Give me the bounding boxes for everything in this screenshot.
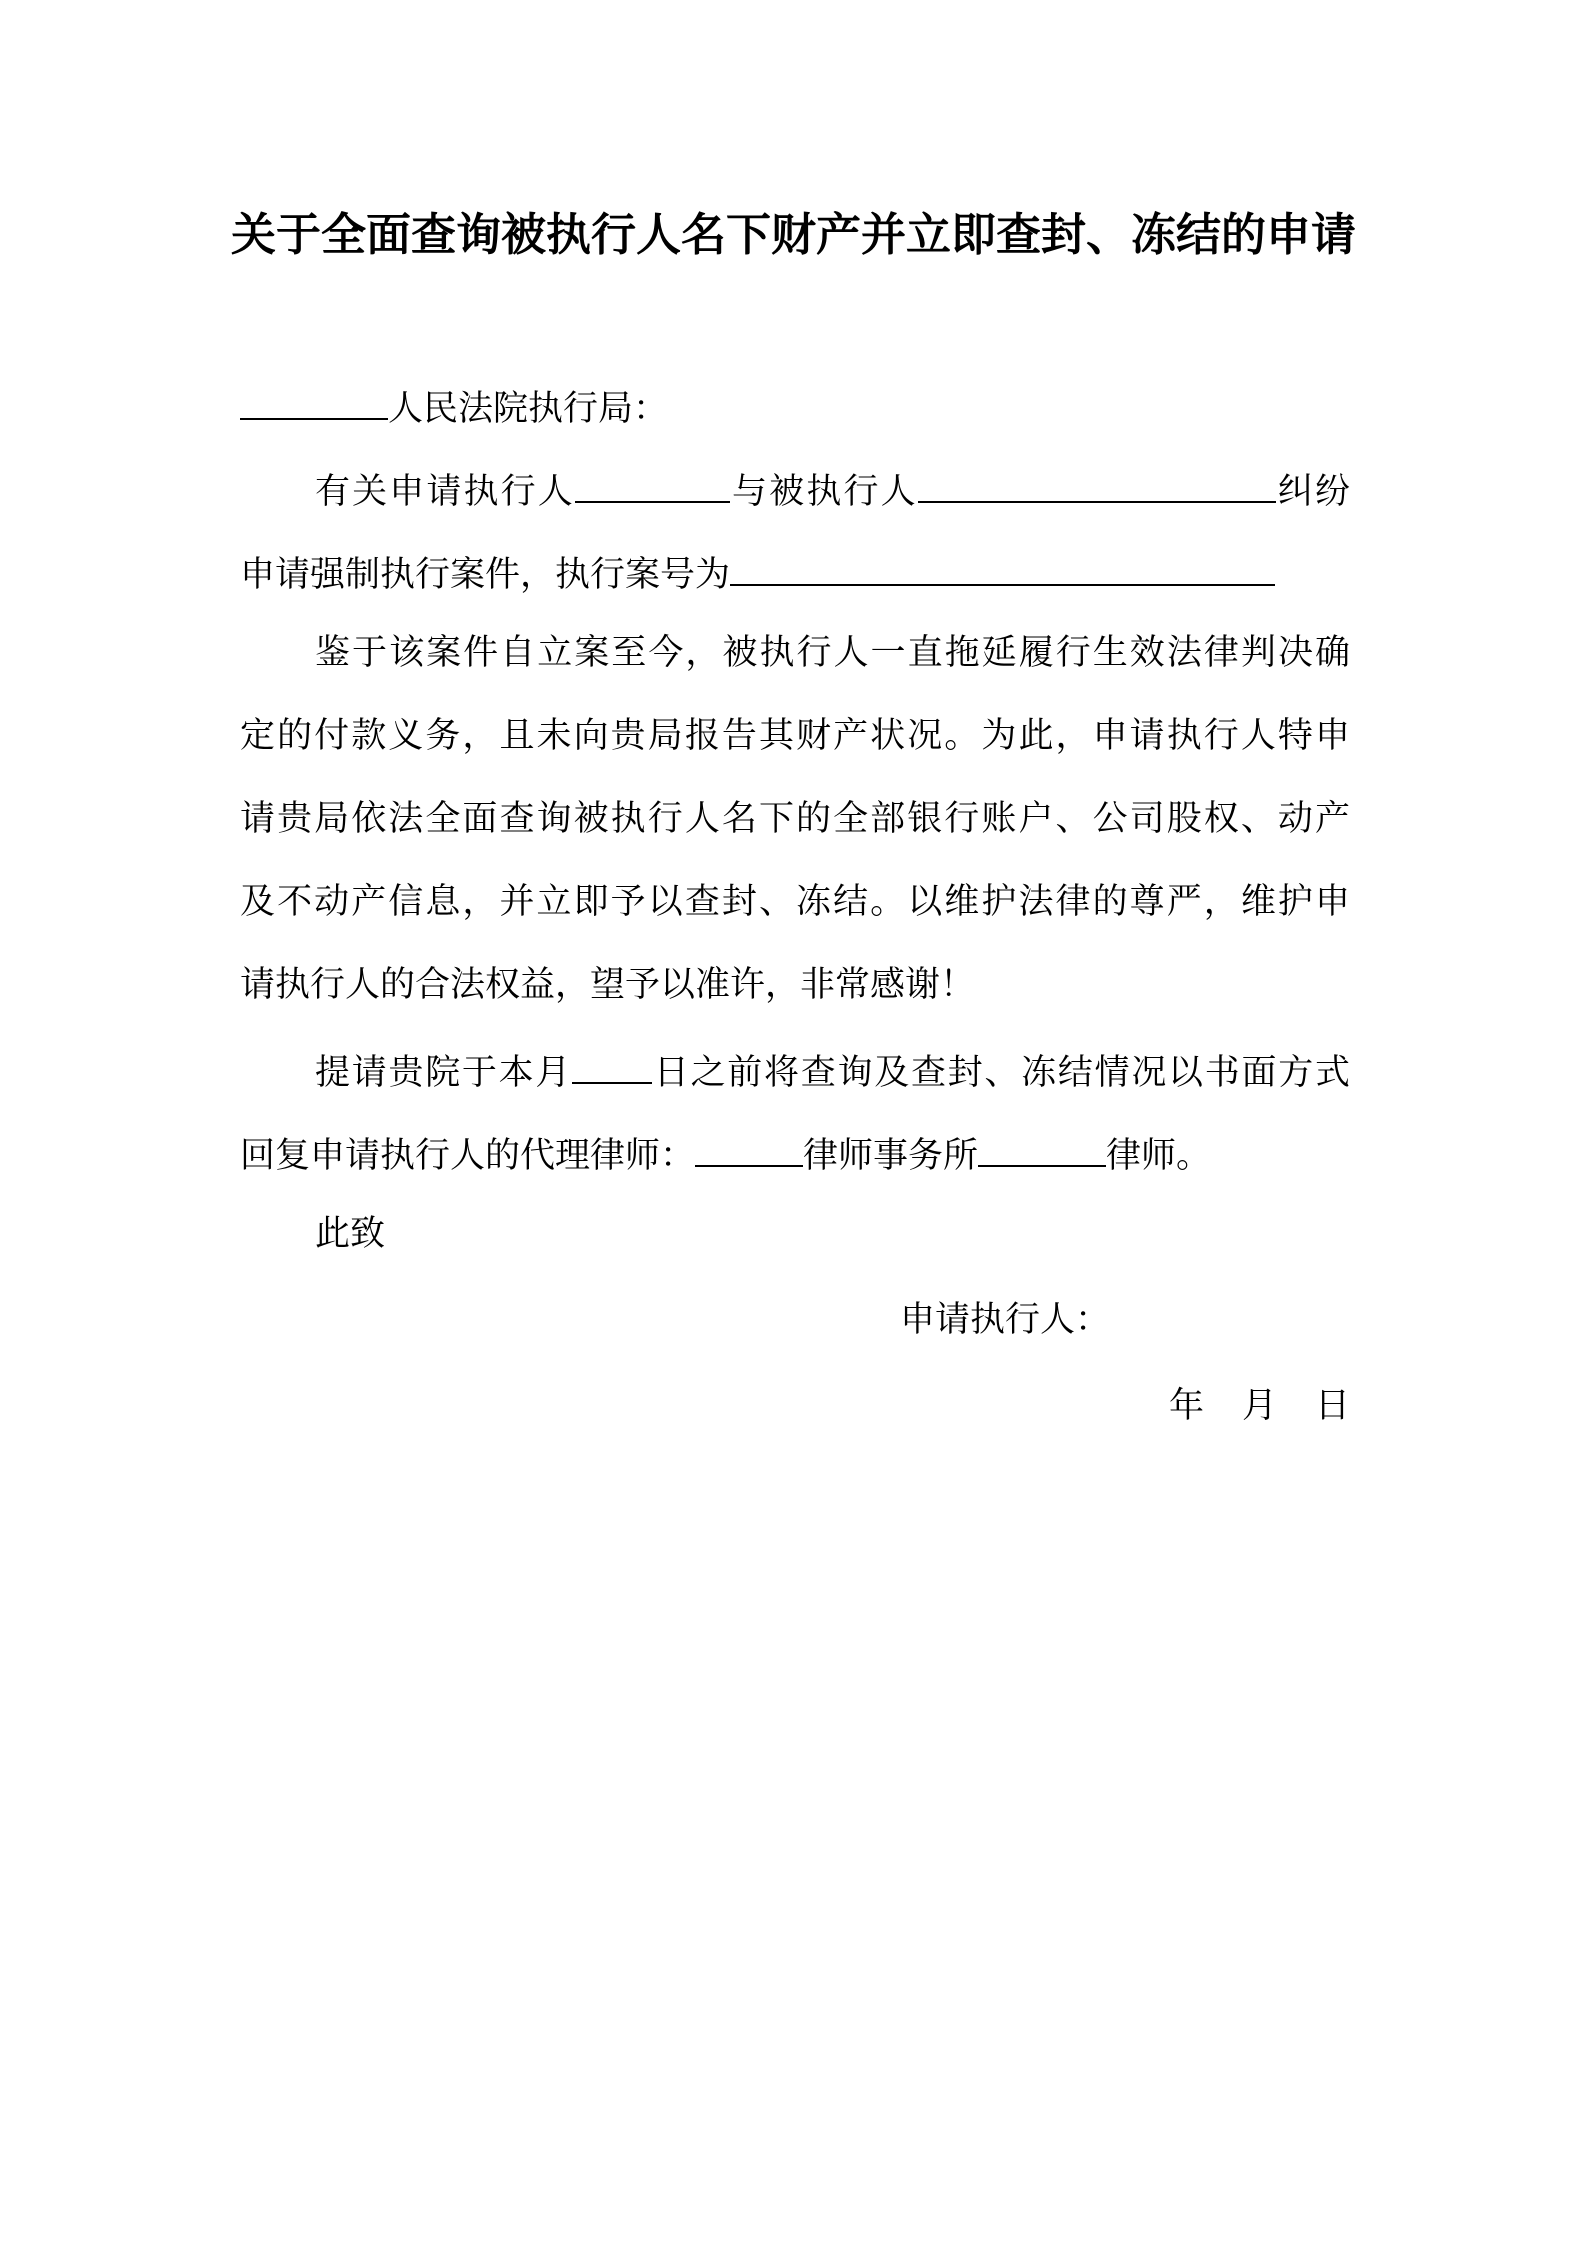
para2-line: 鉴于该案件自立案至今，被执行人一直拖延履行生效法律判决确 <box>315 633 1350 673</box>
date-year: 年 <box>1168 1386 1204 1426</box>
para1-text-b: 与被执行人 <box>729 472 918 512</box>
para3-line2 <box>240 1127 1350 1175</box>
para1-line1 <box>240 463 1350 511</box>
para1-text-a: 有关申请执行人 <box>315 472 575 512</box>
date-line <box>1100 1382 1350 1430</box>
para1-line2-text: 申请强制执行案件，执行案号为 <box>240 555 731 595</box>
applicant-blank[interactable] <box>575 463 730 503</box>
court-name-blank[interactable] <box>240 380 388 420</box>
para3-line2-text-b: 律师事务所 <box>803 1136 979 1176</box>
para3-line2-text-c: 律师。 <box>1106 1136 1212 1176</box>
para2-line: 请执行人的合法权益，望予以准许，非常感谢！ <box>240 965 976 1005</box>
para1-line2 <box>240 546 1350 594</box>
law-firm-blank[interactable] <box>695 1127 803 1167</box>
para2-line: 定的付款义务，且未向贵局报告其财产状况。为此，申请执行人特申 <box>240 716 1350 756</box>
closing-text: 此致 <box>315 1214 386 1254</box>
case-number-blank[interactable] <box>730 546 1275 586</box>
addressee-line <box>240 380 1350 428</box>
date-day: 日 <box>1314 1386 1350 1426</box>
date-month: 月 <box>1241 1386 1277 1426</box>
respondent-blank[interactable] <box>918 463 1276 503</box>
document-title: 关于全面查询被执行人名下财产并立即查封、冻结的申请 <box>230 208 1356 261</box>
para3-line1 <box>240 1044 1350 1092</box>
closing-line <box>240 1210 1350 1258</box>
para3-text-b: 日之前将查询及查封、冻结情况以书面方式 <box>652 1053 1350 1093</box>
day-blank[interactable] <box>572 1044 652 1084</box>
para3-line2-text-a: 回复申请执行人的代理律师： <box>240 1136 696 1176</box>
para3-text-a: 提请贵院于本月 <box>315 1053 573 1093</box>
lawyer-name-blank[interactable] <box>978 1127 1106 1167</box>
signature-label: 申请执行人： <box>900 1300 1111 1340</box>
para2-line: 请贵局依法全面查询被执行人名下的全部银行账户、公司股权、动产 <box>240 799 1350 839</box>
addressee-text: 人民法院执行局： <box>388 389 669 429</box>
para2-line: 及不动产信息，并立即予以查封、冻结。以维护法律的尊严，维护申 <box>240 882 1350 922</box>
para1-text-c: 纠纷 <box>1275 472 1350 512</box>
